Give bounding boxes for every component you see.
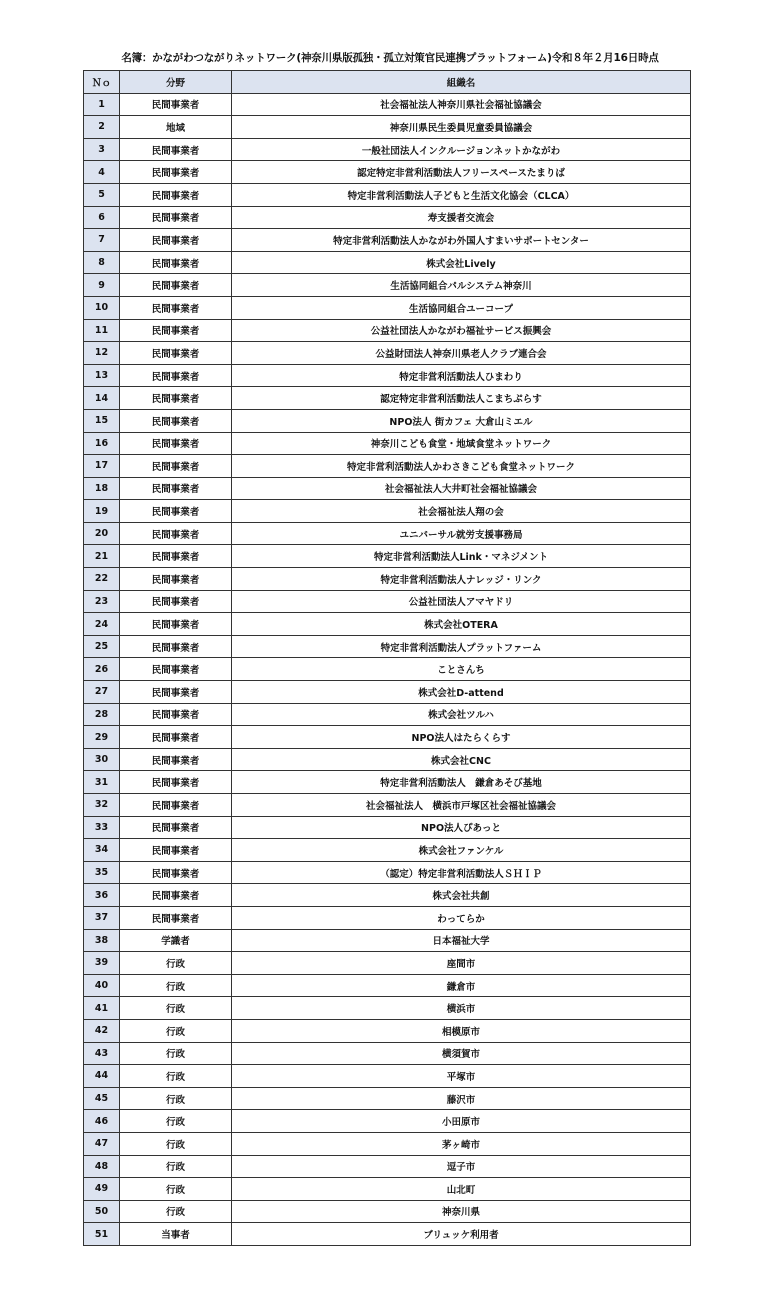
- cell-field: 民間事業者: [120, 229, 232, 252]
- cell-org: 小田原市: [232, 1110, 691, 1133]
- table-row: [84, 1178, 691, 1201]
- cell-field: 民間事業者: [120, 477, 232, 500]
- cell-field: 民間事業者: [120, 545, 232, 568]
- cell-org: 横浜市: [232, 997, 691, 1020]
- cell-field: 当事者: [120, 1223, 232, 1246]
- cell-field: 行政: [120, 1042, 232, 1065]
- cell-no: 22: [84, 568, 120, 591]
- cell-org: NPO法人はたらくらす: [232, 726, 691, 749]
- cell-no: 49: [84, 1178, 120, 1201]
- table-header-row: [84, 71, 691, 94]
- table-row: [84, 1087, 691, 1110]
- cell-no: 24: [84, 613, 120, 636]
- cell-org: 公益財団法人神奈川県老人クラブ連合会: [232, 342, 691, 365]
- cell-field: 民間事業者: [120, 658, 232, 681]
- cell-org: 社会福祉法人大井町社会福祉協議会: [232, 477, 691, 500]
- cell-no: 15: [84, 409, 120, 432]
- cell-org: 株式会社CNC: [232, 748, 691, 771]
- cell-org: 逗子市: [232, 1155, 691, 1178]
- table-row: [84, 342, 691, 365]
- cell-org: 藤沢市: [232, 1087, 691, 1110]
- cell-no: 9: [84, 274, 120, 297]
- cell-no: 13: [84, 364, 120, 387]
- cell-org: 特定非営利活動法人Link・マネジメント: [232, 545, 691, 568]
- cell-no: 14: [84, 387, 120, 410]
- cell-org: ことさんち: [232, 658, 691, 681]
- cell-org: 神奈川県: [232, 1200, 691, 1223]
- cell-no: 6: [84, 206, 120, 229]
- cell-field: 民間事業者: [120, 161, 232, 184]
- cell-org: ブリュッケ利用者: [232, 1223, 691, 1246]
- cell-org: 横須賀市: [232, 1042, 691, 1065]
- cell-field: 民間事業者: [120, 251, 232, 274]
- cell-field: 民間事業者: [120, 138, 232, 161]
- cell-no: 19: [84, 500, 120, 523]
- cell-field: 民間事業者: [120, 861, 232, 884]
- cell-no: 12: [84, 342, 120, 365]
- cell-no: 40: [84, 974, 120, 997]
- cell-org: 寿支援者交流会: [232, 206, 691, 229]
- cell-org: 株式会社共創: [232, 884, 691, 907]
- cell-org: 公益社団法人アマヤドリ: [232, 590, 691, 613]
- cell-field: 民間事業者: [120, 432, 232, 455]
- table-row: [84, 161, 691, 184]
- table-row: [84, 477, 691, 500]
- cell-no: 46: [84, 1110, 120, 1133]
- cell-org: 鎌倉市: [232, 974, 691, 997]
- cell-field: 民間事業者: [120, 613, 232, 636]
- table-row: [84, 364, 691, 387]
- cell-org: NPO法人 街カフェ 大倉山ミエル: [232, 409, 691, 432]
- cell-no: 29: [84, 726, 120, 749]
- cell-org: 平塚市: [232, 1065, 691, 1088]
- cell-field: 民間事業者: [120, 500, 232, 523]
- table-row: [84, 1065, 691, 1088]
- table-row: [84, 1042, 691, 1065]
- cell-org: 株式会社Lively: [232, 251, 691, 274]
- cell-org: 株式会社ツルハ: [232, 703, 691, 726]
- cell-field: 行政: [120, 1200, 232, 1223]
- cell-org: 特定非営利活動法人プラットファーム: [232, 635, 691, 658]
- cell-field: 民間事業者: [120, 387, 232, 410]
- cell-no: 28: [84, 703, 120, 726]
- table-row: [84, 681, 691, 704]
- cell-field: 民間事業者: [120, 342, 232, 365]
- cell-no: 43: [84, 1042, 120, 1065]
- cell-org: 株式会社D-attend: [232, 681, 691, 704]
- cell-org: 相模原市: [232, 1019, 691, 1042]
- table-row: [84, 861, 691, 884]
- cell-org: 一般社団法人インクルージョンネットかながわ: [232, 138, 691, 161]
- cell-no: 41: [84, 997, 120, 1020]
- table-row: [84, 251, 691, 274]
- document-title: 名簿：かながわつながりネットワーク(神奈川県版孤独・孤立対策官民連携プラットフォーム)令和８年２月16日時点: [121, 52, 659, 64]
- table-row: [84, 1155, 691, 1178]
- cell-field: 民間事業者: [120, 726, 232, 749]
- cell-org: 神奈川こども食堂・地域食堂ネットワーク: [232, 432, 691, 455]
- cell-no: 47: [84, 1132, 120, 1155]
- cell-field: 行政: [120, 952, 232, 975]
- cell-no: 51: [84, 1223, 120, 1246]
- cell-no: 30: [84, 748, 120, 771]
- table-row: [84, 522, 691, 545]
- cell-no: 50: [84, 1200, 120, 1223]
- table-row: [84, 93, 691, 116]
- table-row: [84, 455, 691, 478]
- cell-field: 民間事業者: [120, 748, 232, 771]
- cell-org: 認定特定非営利活動法人フリースペースたまりば: [232, 161, 691, 184]
- cell-org: 特定非営利活動法人ひまわり: [232, 364, 691, 387]
- cell-field: 民間事業者: [120, 590, 232, 613]
- header-no: Ｎｏ: [84, 71, 120, 94]
- cell-field: 民間事業者: [120, 93, 232, 116]
- cell-field: 民間事業者: [120, 884, 232, 907]
- table-row: [84, 613, 691, 636]
- cell-no: 20: [84, 522, 120, 545]
- cell-field: 民間事業者: [120, 455, 232, 478]
- cell-no: 2: [84, 116, 120, 139]
- cell-field: 行政: [120, 997, 232, 1020]
- cell-no: 16: [84, 432, 120, 455]
- table-row: [84, 635, 691, 658]
- table-row: [84, 387, 691, 410]
- header-org: 組織名: [232, 71, 691, 94]
- cell-org: 特定非営利活動法人子どもと生活文化協会（CLCA）: [232, 183, 691, 206]
- cell-org: 生活協同組合パルシステム神奈川: [232, 274, 691, 297]
- table-row: [84, 229, 691, 252]
- cell-field: 行政: [120, 974, 232, 997]
- cell-org: 特定非営利活動法人かわさきこども食堂ネットワーク: [232, 455, 691, 478]
- table-row: [84, 929, 691, 952]
- cell-field: 民間事業者: [120, 839, 232, 862]
- table-row: [84, 545, 691, 568]
- cell-field: 行政: [120, 1110, 232, 1133]
- cell-field: 民間事業者: [120, 522, 232, 545]
- cell-org: 認定特定非営利活動法人こまちぷらす: [232, 387, 691, 410]
- cell-field: 行政: [120, 1155, 232, 1178]
- cell-org: 公益社団法人かながわ福祉サービス振興会: [232, 319, 691, 342]
- cell-field: 民間事業者: [120, 206, 232, 229]
- table-row: [84, 138, 691, 161]
- cell-field: 民間事業者: [120, 296, 232, 319]
- cell-no: 45: [84, 1087, 120, 1110]
- cell-field: 行政: [120, 1019, 232, 1042]
- cell-no: 4: [84, 161, 120, 184]
- table-row: [84, 658, 691, 681]
- cell-field: 民間事業者: [120, 703, 232, 726]
- cell-org: 座間市: [232, 952, 691, 975]
- table-row: [84, 703, 691, 726]
- cell-no: 5: [84, 183, 120, 206]
- cell-field: 民間事業者: [120, 183, 232, 206]
- table-row: [84, 816, 691, 839]
- cell-field: 民間事業者: [120, 794, 232, 817]
- cell-org: 株式会社OTERA: [232, 613, 691, 636]
- cell-field: 民間事業者: [120, 906, 232, 929]
- cell-no: 18: [84, 477, 120, 500]
- cell-no: 36: [84, 884, 120, 907]
- cell-no: 3: [84, 138, 120, 161]
- cell-no: 7: [84, 229, 120, 252]
- cell-no: 10: [84, 296, 120, 319]
- table-row: [84, 884, 691, 907]
- table-row: [84, 748, 691, 771]
- cell-field: 民間事業者: [120, 771, 232, 794]
- member-table: [83, 70, 691, 1246]
- cell-org: 社会福祉法人翔の会: [232, 500, 691, 523]
- table-row: [84, 1200, 691, 1223]
- cell-no: 1: [84, 93, 120, 116]
- cell-no: 23: [84, 590, 120, 613]
- table-row: [84, 997, 691, 1020]
- cell-no: 33: [84, 816, 120, 839]
- cell-field: 地域: [120, 116, 232, 139]
- cell-org: 社会福祉法人 横浜市戸塚区社会福祉協議会: [232, 794, 691, 817]
- cell-no: 11: [84, 319, 120, 342]
- table-row: [84, 409, 691, 432]
- table-row: [84, 1132, 691, 1155]
- cell-field: 民間事業者: [120, 568, 232, 591]
- table-row: [84, 274, 691, 297]
- cell-no: 32: [84, 794, 120, 817]
- table-row: [84, 794, 691, 817]
- table-row: [84, 432, 691, 455]
- cell-no: 44: [84, 1065, 120, 1088]
- table-row: [84, 183, 691, 206]
- cell-field: 行政: [120, 1178, 232, 1201]
- table-row: [84, 1110, 691, 1133]
- table-row: [84, 906, 691, 929]
- table-row: [84, 839, 691, 862]
- cell-org: （認定）特定非営利活動法人ＳＨＩＰ: [232, 861, 691, 884]
- table-row: [84, 500, 691, 523]
- table-row: [84, 1019, 691, 1042]
- table-row: [84, 296, 691, 319]
- cell-org: 茅ヶ崎市: [232, 1132, 691, 1155]
- cell-no: 37: [84, 906, 120, 929]
- cell-org: 神奈川県民生委員児童委員協議会: [232, 116, 691, 139]
- cell-org: わってらか: [232, 906, 691, 929]
- cell-field: 民間事業者: [120, 635, 232, 658]
- cell-org: 株式会社ファンケル: [232, 839, 691, 862]
- table-row: [84, 590, 691, 613]
- cell-org: 特定非営利活動法人かながわ外国人すまいサポートセンター: [232, 229, 691, 252]
- header-field: 分野: [120, 71, 232, 94]
- cell-field: 民間事業者: [120, 816, 232, 839]
- cell-org: 特定非営利活動法人ナレッジ・リンク: [232, 568, 691, 591]
- cell-no: 27: [84, 681, 120, 704]
- cell-no: 31: [84, 771, 120, 794]
- table-row: [84, 771, 691, 794]
- cell-field: 学識者: [120, 929, 232, 952]
- cell-org: NPO法人ぴあっと: [232, 816, 691, 839]
- table-row: [84, 116, 691, 139]
- cell-no: 25: [84, 635, 120, 658]
- cell-no: 34: [84, 839, 120, 862]
- cell-no: 21: [84, 545, 120, 568]
- cell-no: 35: [84, 861, 120, 884]
- cell-org: ユニバーサル就労支援事務局: [232, 522, 691, 545]
- table-row: [84, 1223, 691, 1246]
- cell-no: 8: [84, 251, 120, 274]
- cell-no: 48: [84, 1155, 120, 1178]
- cell-org: 日本福祉大学: [232, 929, 691, 952]
- cell-no: 26: [84, 658, 120, 681]
- cell-field: 民間事業者: [120, 364, 232, 387]
- cell-field: 民間事業者: [120, 319, 232, 342]
- cell-field: 行政: [120, 1087, 232, 1110]
- table-row: [84, 319, 691, 342]
- cell-no: 38: [84, 929, 120, 952]
- cell-org: 社会福祉法人神奈川県社会福祉協議会: [232, 93, 691, 116]
- cell-org: 生活協同組合ユーコープ: [232, 296, 691, 319]
- cell-no: 17: [84, 455, 120, 478]
- cell-org: 山北町: [232, 1178, 691, 1201]
- cell-no: 39: [84, 952, 120, 975]
- cell-field: 民間事業者: [120, 274, 232, 297]
- table-row: [84, 974, 691, 997]
- cell-field: 民間事業者: [120, 681, 232, 704]
- cell-field: 民間事業者: [120, 409, 232, 432]
- cell-no: 42: [84, 1019, 120, 1042]
- cell-field: 行政: [120, 1065, 232, 1088]
- table-row: [84, 952, 691, 975]
- cell-field: 行政: [120, 1132, 232, 1155]
- table-row: [84, 206, 691, 229]
- table-row: [84, 726, 691, 749]
- table-row: [84, 568, 691, 591]
- cell-org: 特定非営利活動法人 鎌倉あそび基地: [232, 771, 691, 794]
